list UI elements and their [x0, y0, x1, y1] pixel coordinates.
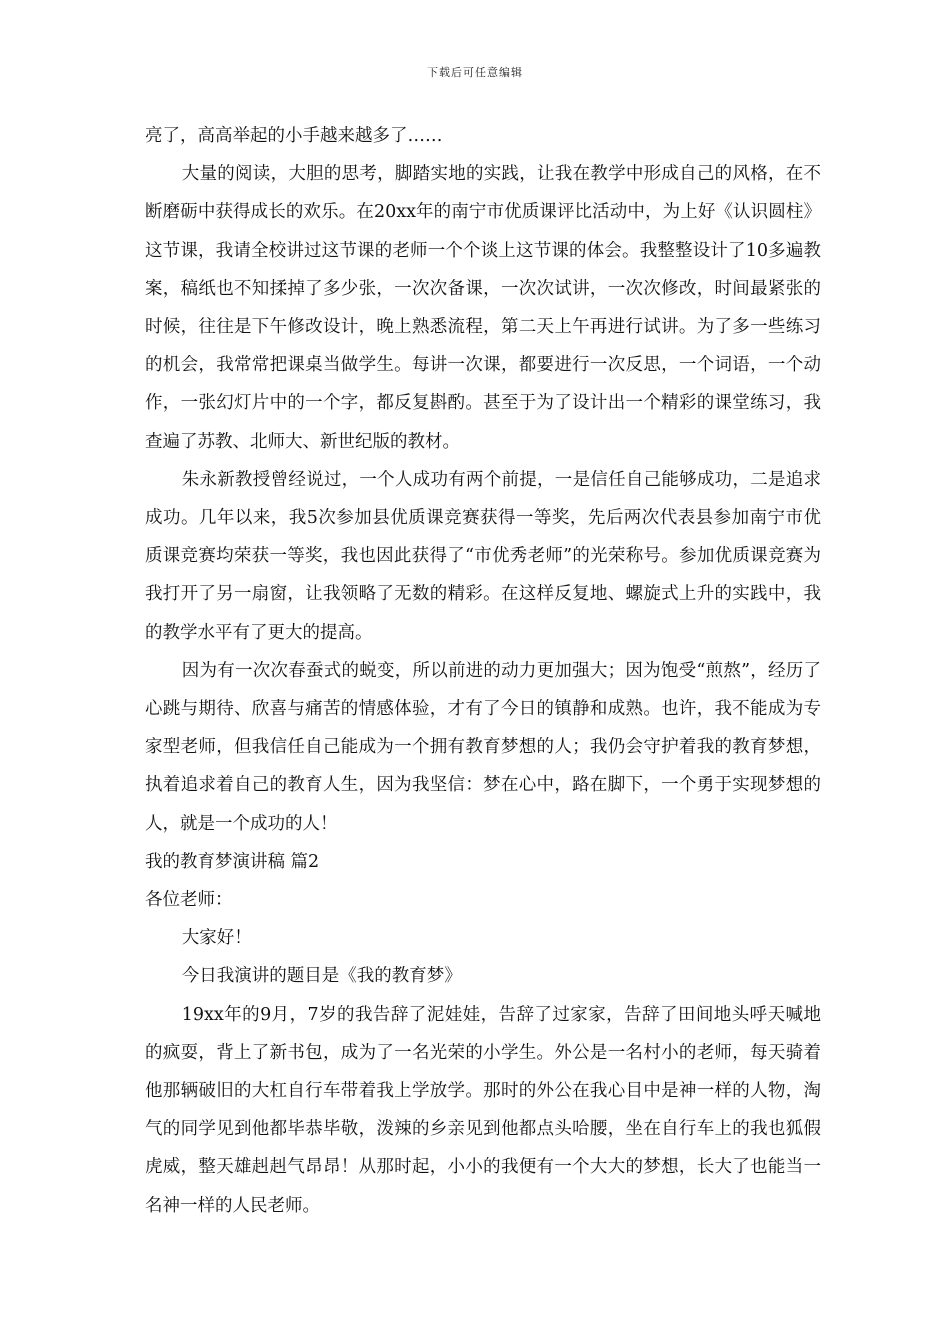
- salutation: 各位老师：: [145, 890, 233, 911]
- section-title: 我的教育梦演讲稿 篇2: [145, 851, 320, 872]
- paragraph-success: 朱永新教授曾经说过，一个人成功有两个前提，一是信任自己能够成功，二是追求成功。几年以来，我5次参加县优质课竞赛获得一等奖，先后两次代表县参加南宁市优质课竞赛均荣获一等奖，我也因此获得了“市优秀老师”的光荣称号。参加优质课竞赛为我打开了另一扇窗，让我领略了无数的精彩。在这样反复地、螺旋式上升的实践中，我的教学水平有了更大的提高。: [145, 469, 821, 643]
- paragraph-reading-practice: 大量的阅读，大胆的思考，脚踏实地的实践，让我在教学中形成自己的风格，在不断磨砺中获得成长的欢乐。在20xx年的南宁市优质课评比活动中，为上好《认识圆柱》这节课，我请全校讲过这节课的老师一个个谈上这节课的体会。我整整设计了10多遍教案，稿纸也不知揉掉了多少张，一次次备课，一次次试讲，一次次修改，时间最紧张的时候，往往是下午修改设计，晚上熟悉流程，第二天上午再进行试讲。为了多一些练习的机会，我常常把课桌当做学生。每讲一次课，都要进行一次反思，一个词语，一个动作，一张幻灯片中的一个字，都反复斟酌。甚至于为了设计出一个精彩的课堂练习，我查遍了苏教、北师大、新世纪版的教材。: [145, 164, 821, 452]
- greeting: 大家好！: [181, 928, 252, 949]
- speech-topic: 今日我演讲的题目是《我的教育梦》: [181, 966, 462, 987]
- page-header: 下载后可任意编辑: [427, 66, 523, 79]
- paragraph-childhood: 19xx年的9月，7岁的我告辞了泥娃娃，告辞了过家家，告辞了田间地头呼天喊地的疯耍，背上了新书包，成为了一名光荣的小学生。外公是一名村小的老师，每天骑着他那辆破旧的大杠自行车带着我上学放学。那时的外公在我心目中是神一样的人物，淘气的同学见到他都毕恭毕敬，泼辣的乡亲见到他都点头哈腰，坐在自行车上的我也狐假虎威，整天雄赳赳气昂昂！从那时起，小小的我便有一个大大的梦想，长大了也能当一名神一样的人民老师。: [145, 1004, 821, 1216]
- document-body: [145, 117, 821, 1225]
- paragraph-continuation: 亮了，高高举起的小手越来越多了……: [145, 126, 443, 146]
- paragraph-dream: 因为有一次次春蚕式的蜕变，所以前进的动力更加强大；因为饱受“煎熬”，经历了心跳与期待、欣喜与痛苦的情感体验，才有了今日的镇静和成熟。也许，我不能成为专家型老师，但我信任自己能成为一个拥有教育梦想的人；我仍会守护着我的教育梦想，执着追求着自己的教育人生，因为我坚信：梦在心中，路在脚下，一个勇于实现梦想的人，就是一个成功的人！: [145, 660, 821, 834]
